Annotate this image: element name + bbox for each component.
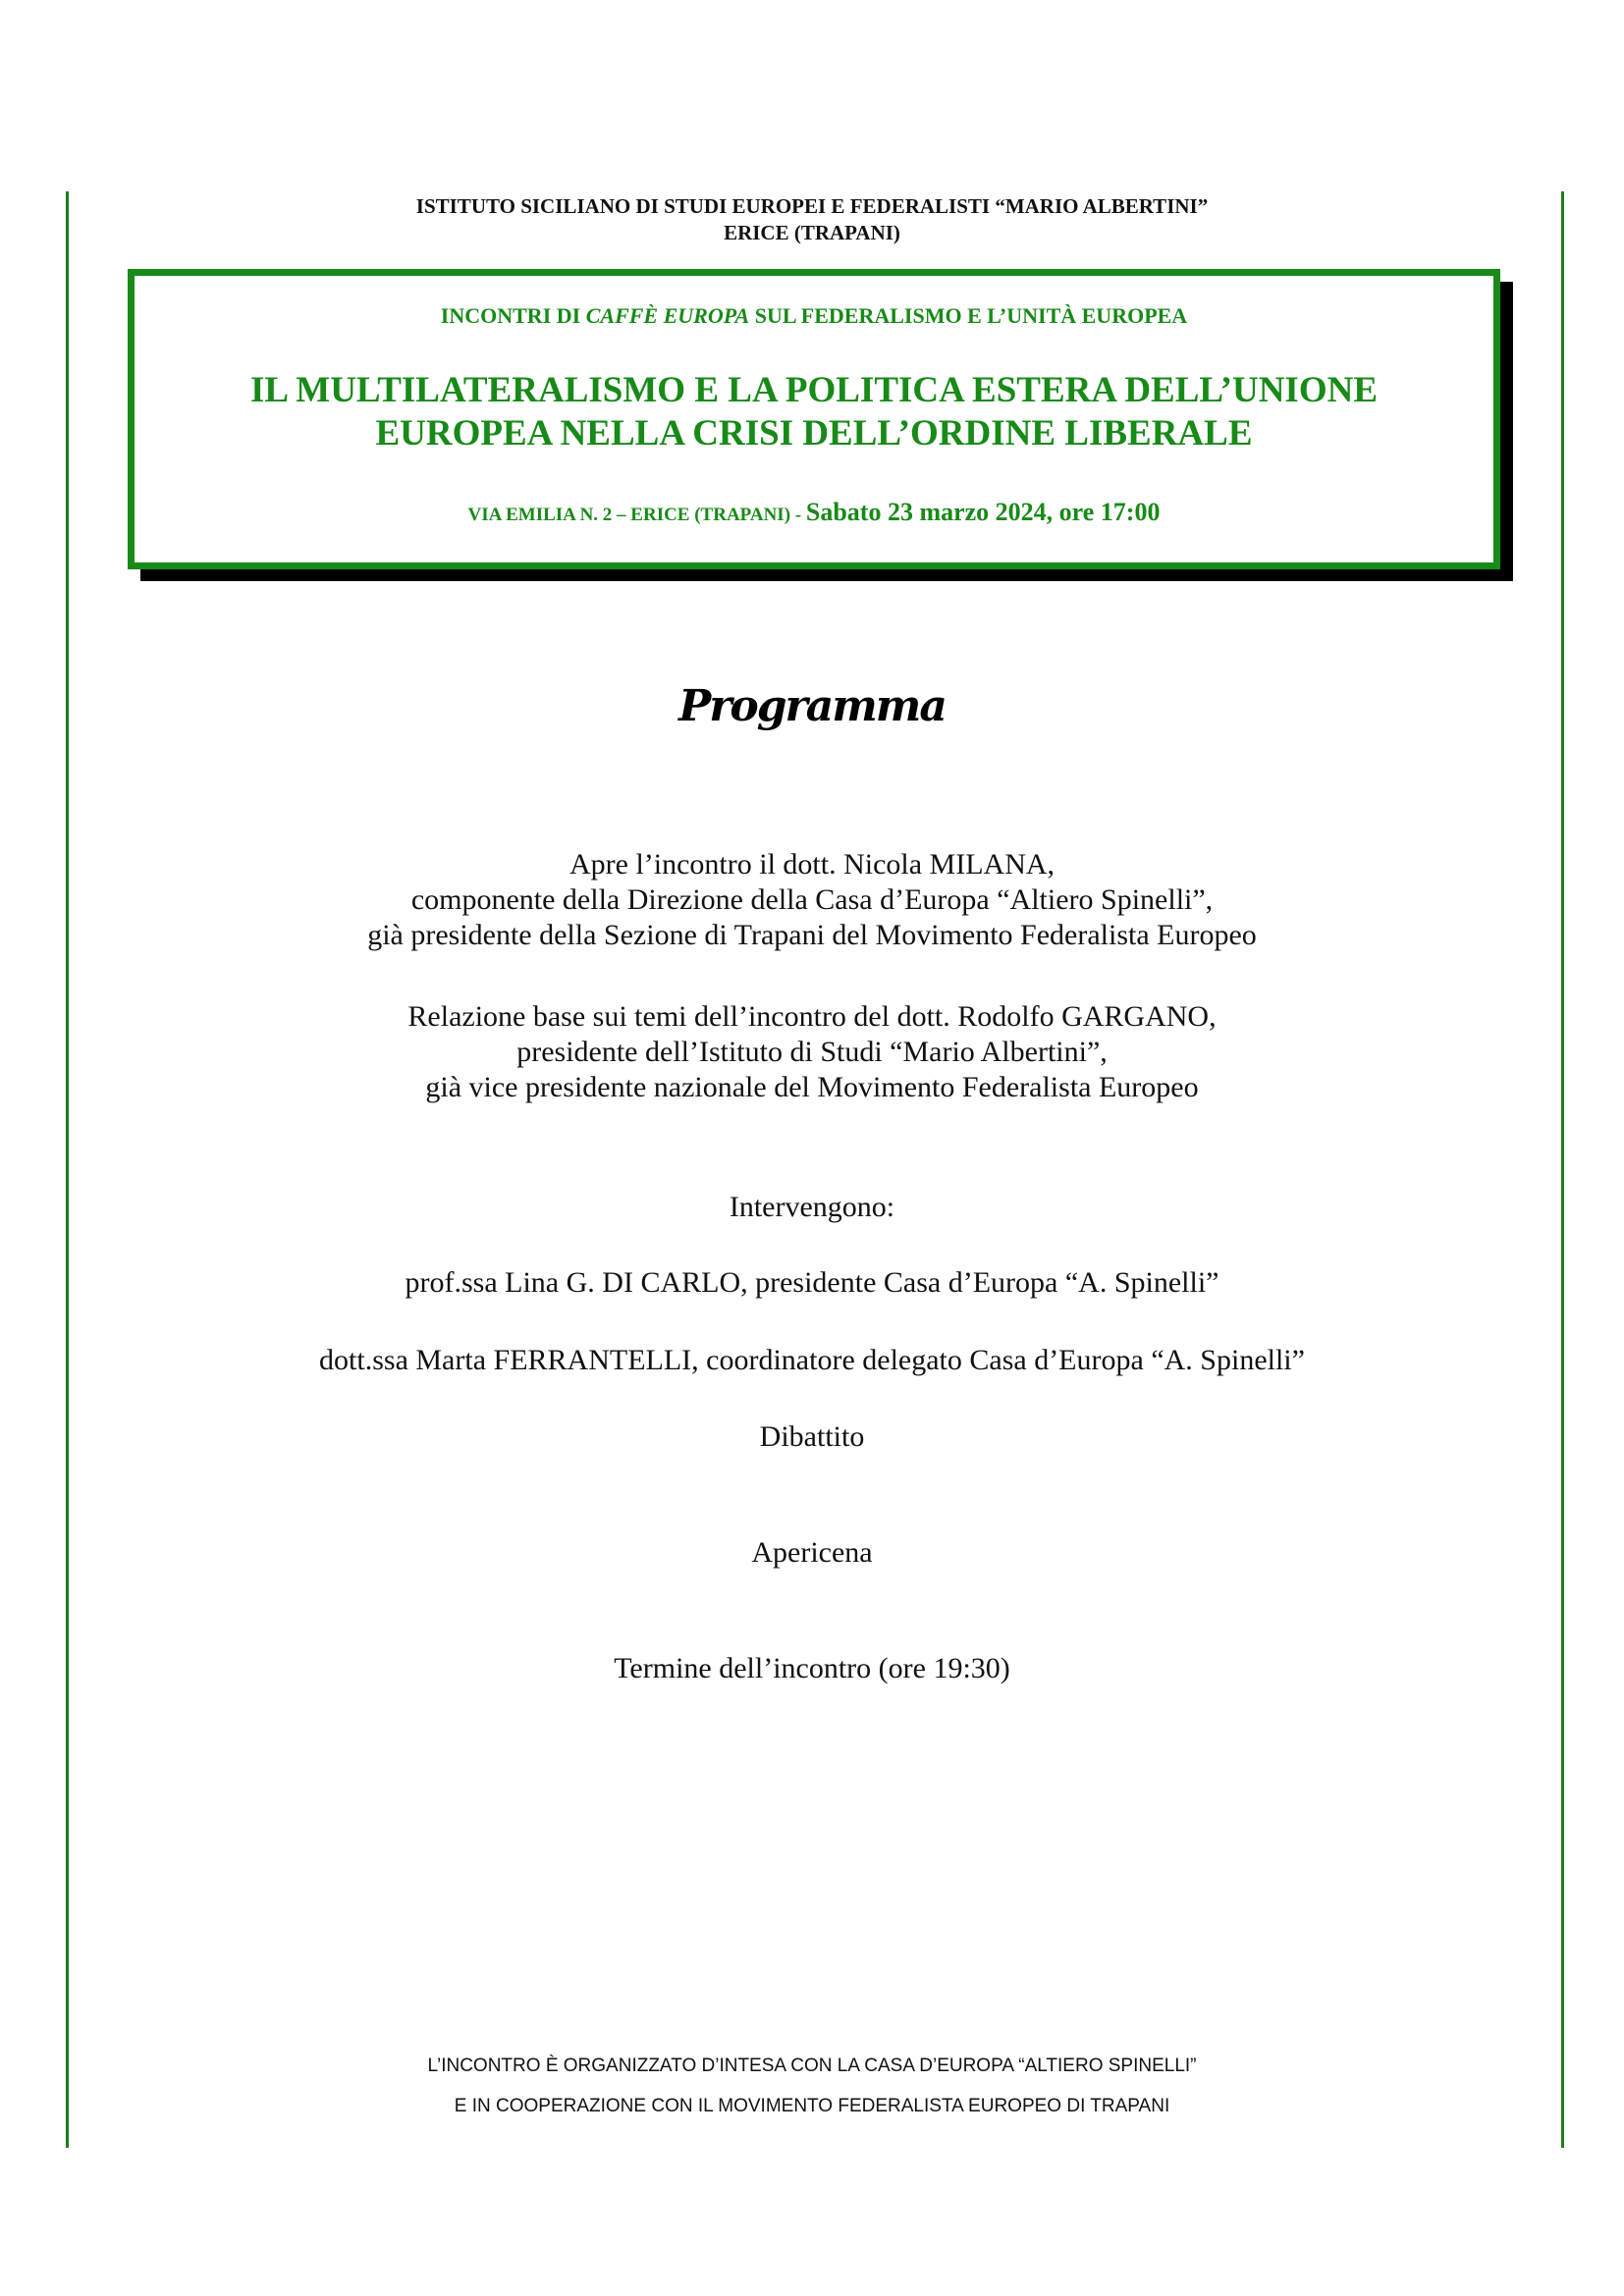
speakers-label: Intervengono:	[729, 1191, 895, 1223]
program-heading: Programma	[678, 681, 946, 731]
series-italic: CAFFÈ EUROPA	[585, 303, 750, 328]
left-margin-rule	[66, 191, 69, 2148]
event-title-line2: EUROPEA NELLA CRISI DELL’ORDINE LIBERALE	[375, 413, 1253, 454]
report-paragraph	[0, 999, 1624, 1105]
institute-name: ISTITUTO SICILIANO DI STUDI EUROPEI E FEDERALISTI “MARIO ALBERTINI”	[415, 194, 1209, 218]
institute-header	[0, 193, 1624, 246]
event-address: VIA EMILIA N. 2 – ERICE (TRAPANI) -	[467, 505, 806, 525]
opening-line1: Apre l’incontro il dott. Nicola MILANA,	[568, 848, 1056, 881]
event-title-line1: IL MULTILATERALISMO E LA POLITICA ESTERA DELL’UNIONE	[249, 370, 1379, 410]
opening-paragraph	[0, 847, 1624, 953]
report-line3: già vice presidente nazionale del Movimento Federalista Europeo	[425, 1071, 1199, 1103]
institute-location: ERICE (TRAPANI)	[724, 221, 900, 244]
report-line1: Relazione base sui temi dell’incontro del dott. Rodolfo GARGANO,	[407, 1000, 1217, 1033]
speaker-ferrantelli: dott.ssa Marta FERRANTELLI, coordinatore delegato Casa d’Europa “A. Spinelli”	[319, 1344, 1305, 1376]
end-item: Termine dell’incontro (ore 19:30)	[614, 1652, 1010, 1684]
speaker-di-carlo: prof.ssa Lina G. DI CARLO, presidente Casa d’Europa “A. Spinelli”	[405, 1266, 1219, 1299]
event-date: Sabato 23 marzo 2024, ore 17:00	[805, 498, 1161, 526]
event-venue-date	[135, 498, 1493, 527]
right-margin-rule	[1561, 191, 1564, 2148]
report-line2: presidente dell’Istituto di Studi “Mario Albertini”,	[516, 1036, 1108, 1068]
footer-line1: L’INCONTRO È ORGANIZZATO D’INTESA CON LA CASA D’EUROPA “ALTIERO SPINELLI”	[427, 2056, 1197, 2076]
opening-line2: componente della Direzione della Casa d’Europa “Altiero Spinelli”,	[410, 883, 1214, 916]
opening-line3: già presidente della Sezione di Trapani del Movimento Federalista Europeo	[367, 919, 1257, 951]
debate-item: Dibattito	[759, 1420, 865, 1453]
series-suffix: SUL FEDERALISMO E L’UNITÀ EUROPEA	[749, 303, 1188, 328]
event-title	[135, 369, 1493, 455]
dinner-item: Apericena	[751, 1536, 873, 1569]
series-prefix: INCONTRI DI	[440, 303, 586, 328]
event-banner	[128, 269, 1500, 569]
footer-line2: E IN COOPERAZIONE CON IL MOVIMENTO FEDERALISTA EUROPEO DI TRAPANI	[454, 2096, 1170, 2116]
series-title	[135, 303, 1493, 329]
